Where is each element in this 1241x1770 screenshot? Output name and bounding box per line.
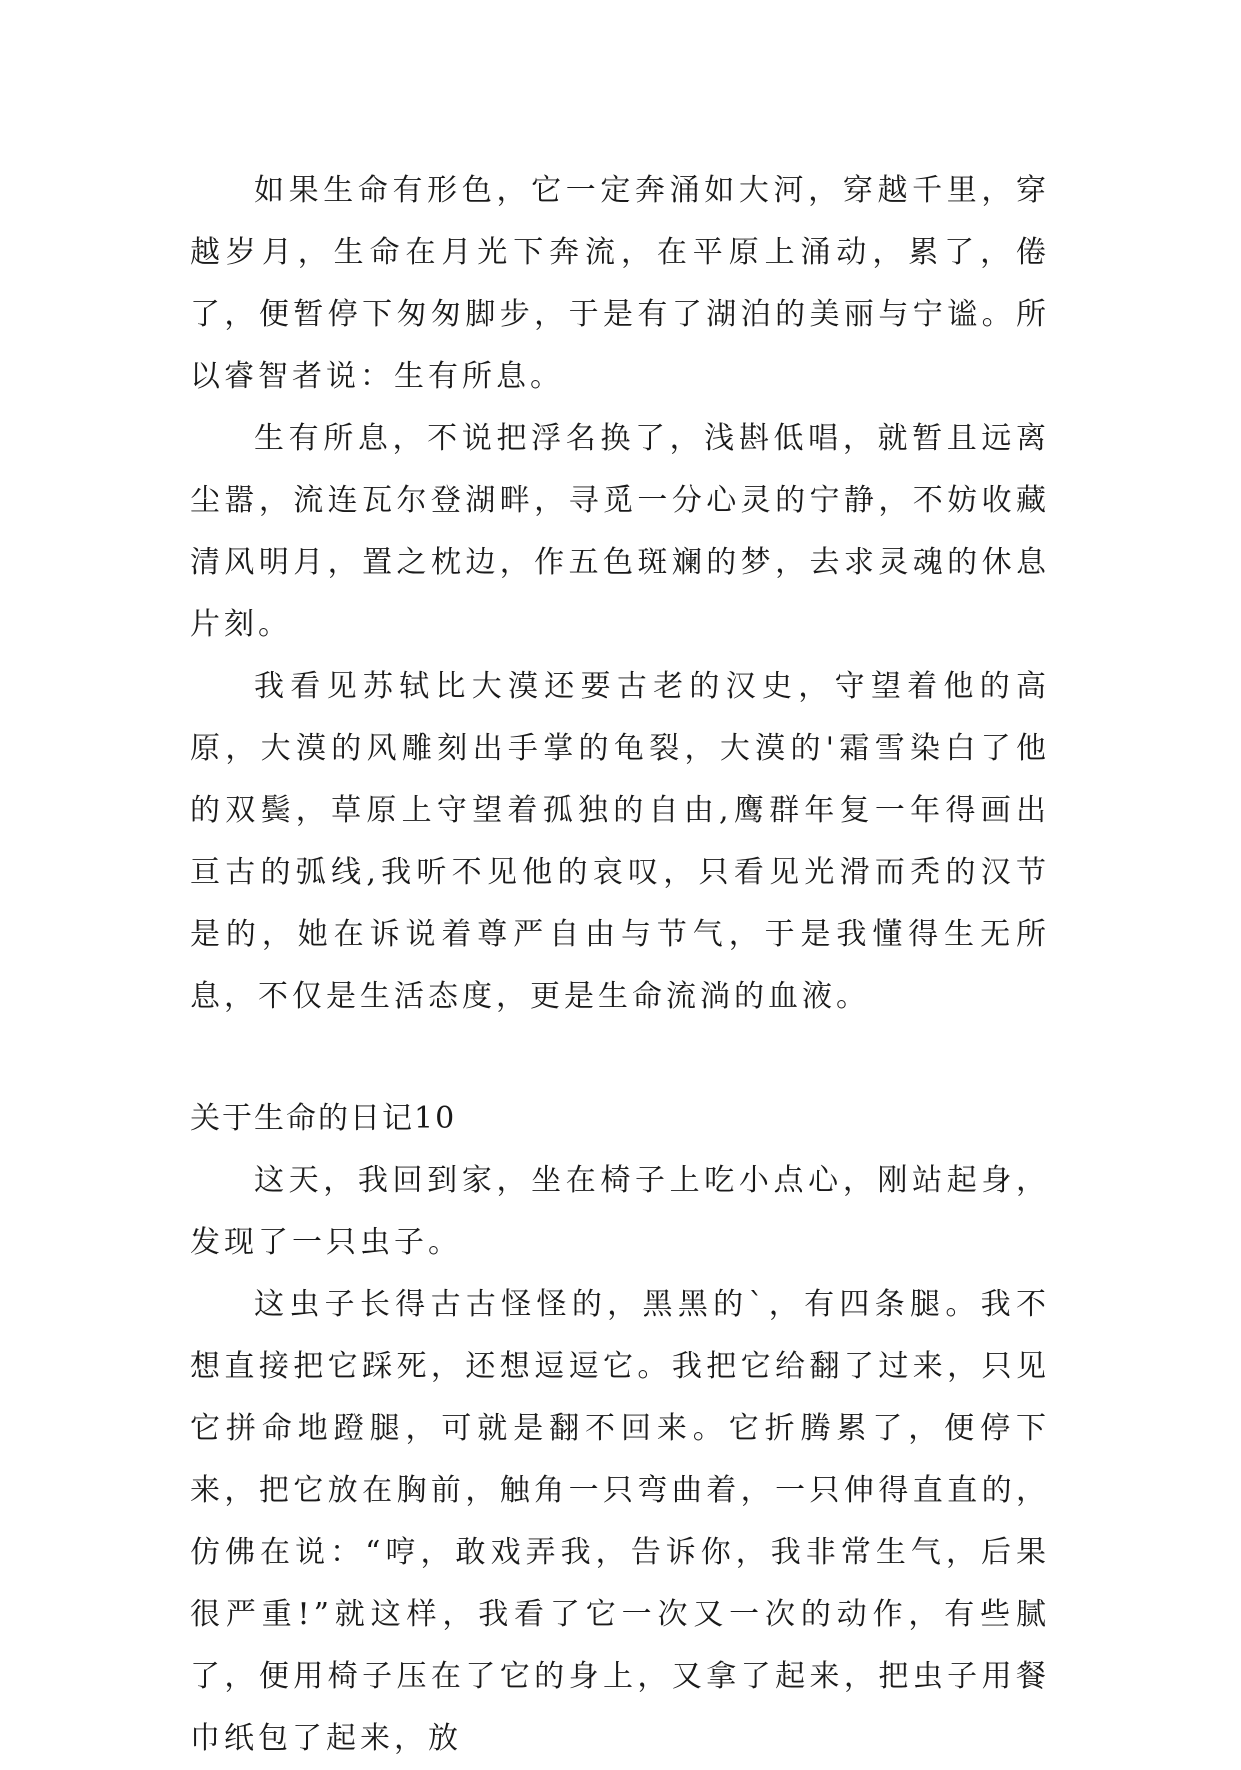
paragraph-life-river: 如果生命有形色，它一定奔涌如大河，穿越千里，穿越岁月，生命在月光下奔流，在平原上涌动，累了，倦了，便暂停下匆匆脚步，于是有了湖泊的美丽与宁谧。所以睿智者说：生有所息。 bbox=[190, 173, 1050, 394]
paragraph-found-bug: 这天，我回到家，坐在椅子上吃小点心，刚站起身，发现了一只虫子。 bbox=[190, 1163, 1050, 1260]
paragraph-rest: 生有所息，不说把浮名换了，浅斟低唱，就暂且远离尘嚣，流连瓦尔登湖畔，寻觅一分心灵的宁静，不妨收藏清风明月，置之枕边，作五色斑斓的梦，去求灵魂的休息片刻。 bbox=[190, 421, 1050, 642]
diary-heading: 关于生命的日记10 bbox=[190, 1101, 457, 1136]
paragraph-su-shi: 我看见苏轼比大漠还要古老的汉史，守望着他的高原，大漠的风雕刻出手掌的龟裂，大漠的'霜雪染白了他的双鬓，草原上守望着孤独的自由,鹰群年复一年得画出亘古的弧线,我听不见他的哀叹，只看见光滑而秃的汉节是的，她在诉说着尊严自由与节气，于是我懂得生无所息，不仅是生活态度，更是生命流淌的血液。 bbox=[190, 669, 1050, 1014]
paragraph-bug-story: 这虫子长得古古怪怪的，黑黑的`，有四条腿。我不想直接把它踩死，还想逗逗它。我把它给翻了过来，只见它拼命地蹬腿，可就是翻不回来。它折腾累了，便停下来，把它放在胸前，触角一只弯曲着，一只伸得直直的，仿佛在说：“哼，敢戏弄我，告诉你，我非常生气，后果很严重!”就这样，我看了它一次又一次的动作，有些腻了，便用椅子压在了它的身上，又拿了起来，把虫子用餐巾纸包了起来，放 bbox=[190, 1287, 1050, 1756]
document-body bbox=[190, 160, 1050, 1770]
